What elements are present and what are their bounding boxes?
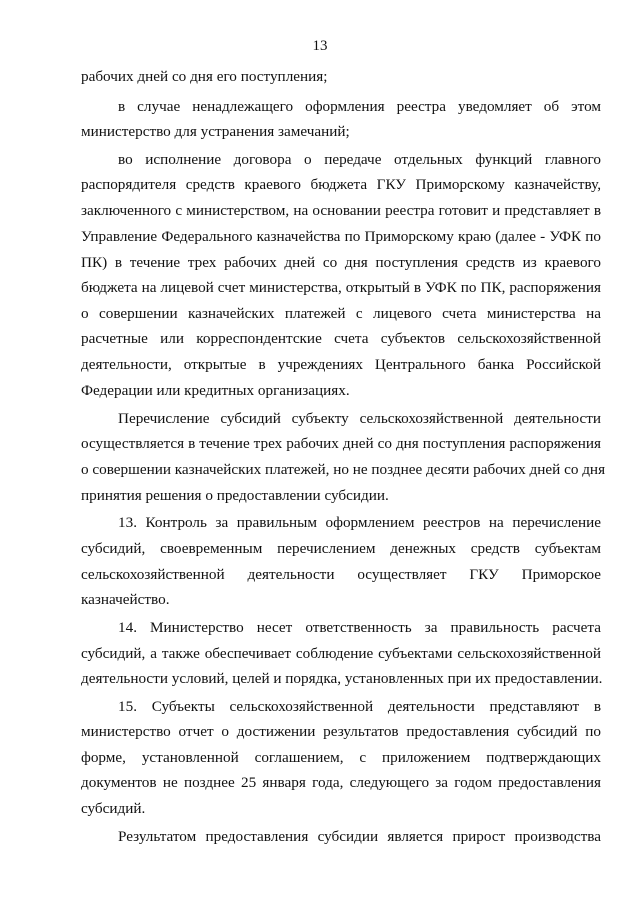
text-line: осуществляется в течение трех рабочих дней со дня поступления распоряжения	[81, 435, 601, 452]
text-line: 15. Субъекты сельскохозяйственной деятельности представляют в	[118, 698, 601, 715]
text-line: министерство для устранения замечаний;	[81, 123, 350, 140]
text-line: о совершении казначейских платежей, но не позднее десяти рабочих дней со дня	[81, 461, 606, 478]
text-line: бюджета на лицевой счет министерства, открытый в УФК по ПК, распоряжения	[81, 279, 601, 296]
text-line: документов не позднее 25 января года, следующего за годом предоставления	[81, 774, 601, 791]
text-line: 14. Министерство несет ответственность за правильность расчета	[118, 619, 601, 636]
text-line: субсидий, а также обеспечивает соблюдение субъектами сельскохозяйственной	[81, 645, 601, 662]
text-line: принятия решения о предоставлении субсидии.	[81, 487, 389, 504]
text-line: форме, установленной соглашением, с приложением подтверждающих	[81, 749, 601, 766]
text-line: в случае ненадлежащего оформления реестра уведомляет об этом	[118, 98, 601, 115]
text-line: казначейство.	[81, 591, 170, 608]
text-line: Перечисление субсидий субъекту сельскохозяйственной деятельности	[118, 410, 601, 427]
text-line: заключенного с министерством, на основании реестра готовит и представляет в	[81, 202, 601, 219]
text-line: о совершении казначейских платежей с лицевого счета министерства на	[81, 305, 601, 322]
text-line: расчетные или корреспондентские счета субъектов сельскохозяйственной	[81, 330, 601, 347]
text-line: рабочих дней со дня его поступления;	[81, 68, 328, 85]
text-line: субсидий.	[81, 800, 146, 817]
text-line: во исполнение договора о передаче отдельных функций главного	[118, 151, 601, 168]
text-line: деятельности условий, целей и порядка, установленных при их предоставлении.	[81, 670, 603, 687]
text-line: Федерации или кредитных организациях.	[81, 382, 350, 399]
text-line: Управление Федерального казначейства по Приморскому краю (далее - УФК по	[81, 228, 601, 245]
text-line: 13. Контроль за правильным оформлением реестров на перечисление	[118, 514, 601, 531]
text-line: деятельности, открытые в учреждениях Центрального банка Российской	[81, 356, 601, 373]
page-number: 13	[312, 38, 328, 54]
text-line: распорядителя средств краевого бюджета ГКУ Приморскому казначейству,	[81, 176, 601, 193]
text-line: субсидий, своевременным перечислением денежных средств субъектам	[81, 540, 601, 557]
text-line: ПК) в течение трех рабочих дней со дня поступления средств из краевого	[81, 254, 601, 271]
text-line: министерство отчет о достижении результатов предоставления субсидий по	[81, 723, 601, 740]
text-line: сельскохозяйственной деятельности осуществляет ГКУ Приморское	[81, 566, 601, 583]
text-line: Результатом предоставления субсидии является прирост производства	[118, 828, 601, 845]
